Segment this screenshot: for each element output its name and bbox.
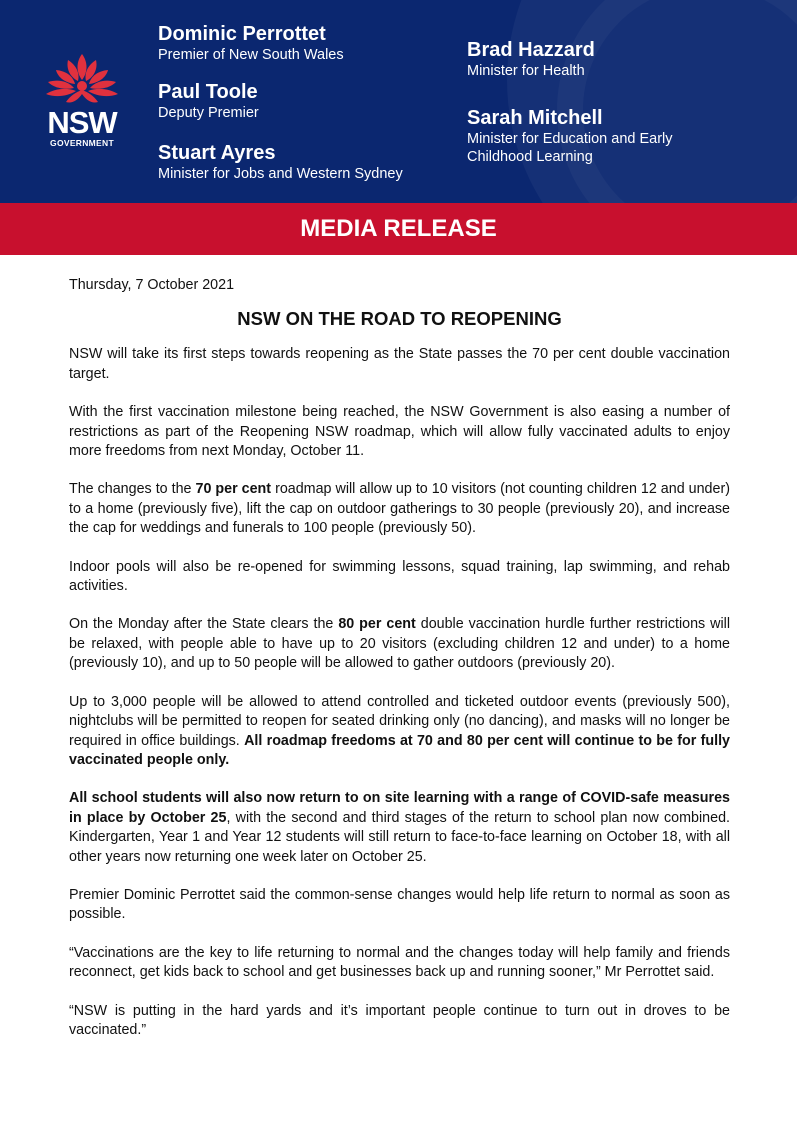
body-paragraph bbox=[69, 345, 730, 384]
release-date: Thursday, 7 October 2021 bbox=[69, 277, 235, 293]
minister-name: Dominic Perrottet bbox=[158, 23, 326, 45]
paragraph-text: Premier Dominic Perrottet said the common-sense changes would help life return to normal as soon as possible. bbox=[69, 886, 730, 923]
paragraph-text: The changes to the bbox=[69, 481, 196, 498]
paragraph-text: Up to 3,000 people will be allowed to attend controlled and ticketed outdoor events (previously 500), nightclubs will be permitted to reopen for seated drinking only (no dancing), and masks will no longer be required in office buildings. bbox=[69, 693, 730, 749]
body-paragraph bbox=[69, 886, 730, 925]
paragraph-text: NSW will take its first steps towards reopening as the State passes the 70 per cent double vaccination target. bbox=[69, 346, 730, 382]
body-paragraph bbox=[69, 615, 730, 673]
paragraph-text: double vaccination hurdle further restrictions will be relaxed, with people able to have up to 20 visitors (excluding children 12 and under) to a home (previously 10), and up to 50 people will be allowed to gather outdoors (previously 20). bbox=[69, 616, 731, 672]
body-paragraph bbox=[69, 944, 730, 983]
minister-role: Minister for Health bbox=[467, 63, 585, 79]
minister-premier bbox=[158, 22, 344, 64]
logo-wordmark: NSW bbox=[47, 105, 117, 140]
body-paragraph bbox=[69, 789, 730, 867]
release-paragraphs bbox=[69, 345, 730, 1040]
media-release-banner: MEDIA RELEASE bbox=[0, 203, 797, 255]
release-headline: NSW ON THE ROAD TO REOPENING bbox=[237, 308, 562, 330]
minister-jobs bbox=[158, 141, 403, 183]
minister-role: Minister for Jobs and Western Sydney bbox=[158, 166, 403, 182]
minister-role: Deputy Premier bbox=[158, 105, 259, 121]
body-paragraph bbox=[69, 1002, 730, 1041]
minister-role: Minister for Education and Early Childhood Learning bbox=[467, 131, 673, 165]
release-body bbox=[69, 276, 730, 1059]
paragraph-text: On the Monday after the State clears the bbox=[69, 616, 339, 633]
header-decoration-ring bbox=[557, 0, 797, 203]
bold-text: 80 per cent bbox=[338, 616, 416, 633]
paragraph-text: , with the second and third stages of the return to school plan now combined. Kindergarten, Year 1 and Year 12 students will still return to face-to-face learning on October 18, with all other years now returning one week later on October 25. bbox=[69, 809, 730, 865]
logo-subtext: GOVERNMENT bbox=[50, 138, 114, 148]
minister-name: Sarah Mitchell bbox=[467, 107, 603, 129]
minister-name: Brad Hazzard bbox=[467, 39, 595, 61]
minister-name: Stuart Ayres bbox=[158, 142, 276, 164]
minister-role: Premier of New South Wales bbox=[158, 47, 344, 63]
paragraph-text: With the first vaccination milestone being reached, the NSW Government is also easing a number of restrictions as part of the Reopening NSW roadmap, which will allow fully vaccinated adults to enjoy more freedoms from next Monday, October 11. bbox=[69, 404, 730, 460]
nsw-government-logo bbox=[36, 50, 128, 154]
paragraph-text: “Vaccinations are the key to life returning to normal and the changes today will help family and friends reconnect, get kids back to school and get businesses back up and running sooner,” Mr Perrottet said. bbox=[69, 944, 730, 981]
paragraph-text: “NSW is putting in the hard yards and it’s important people continue to turn out in droves to be vaccinated.” bbox=[69, 1002, 730, 1038]
body-paragraph bbox=[69, 558, 730, 597]
minister-name: Paul Toole bbox=[158, 81, 258, 103]
waratah-flower-icon bbox=[36, 50, 128, 108]
body-paragraph bbox=[69, 403, 730, 461]
minister-deputy-premier bbox=[158, 80, 259, 122]
body-paragraph bbox=[69, 693, 730, 771]
paragraph-text: Indoor pools will also be re-opened for swimming lessons, squad training, lap swimming, and rehab activities. bbox=[69, 558, 730, 595]
bold-text: All school students will also now return to on site learning with a range of COVID-safe measures in place by October 25 bbox=[69, 790, 730, 826]
paragraph-text: roadmap will allow up to 10 visitors (not counting children 12 and under) to a home (previously five), lift the cap on outdoor gatherings to 30 people (previously 20), and increase the cap for weddings and funerals to 100 people (previously 50). bbox=[69, 481, 730, 537]
minister-health bbox=[467, 38, 595, 80]
minister-education bbox=[467, 106, 717, 166]
body-paragraph bbox=[69, 480, 730, 538]
bold-text: 70 per cent bbox=[195, 481, 272, 498]
bold-text: All roadmap freedoms at 70 and 80 per cent will continue to be for fully vaccinated people only. bbox=[69, 732, 730, 768]
header bbox=[0, 0, 797, 203]
